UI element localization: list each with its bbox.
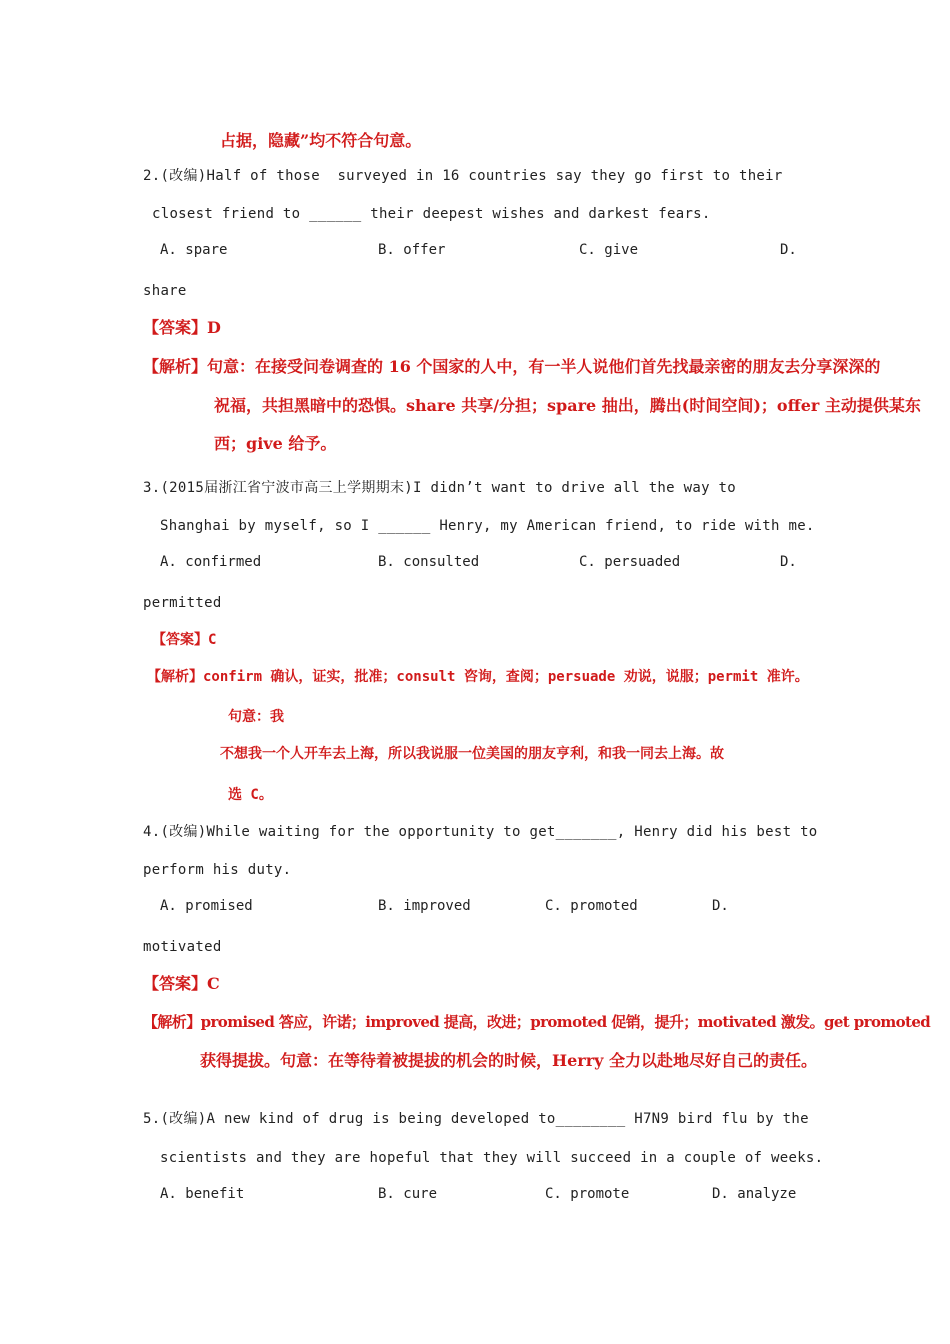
question-2-option-d: D. (780, 242, 797, 258)
question-4-option-c: C. promoted (545, 898, 638, 914)
question-5-option-b: B. cure (378, 1186, 438, 1202)
question-2-option-a: A. spare (160, 242, 228, 258)
question-4-option-b: B. improved (378, 898, 471, 914)
question-5-option-d: D. analyze (712, 1186, 797, 1202)
question-4-answer: 【答案】C (143, 974, 220, 993)
question-2-explanation-1: 【解析】句意：在接受问卷调查的 16 个国家的人中，有一半人说他们首先找最亲密的朋友去分享深深的 (143, 357, 881, 376)
previous-explanation-fragment: 占据，隐藏”均不符合句意。 (220, 131, 422, 150)
question-3-option-c: C. persuaded (579, 554, 681, 570)
question-4-explanation-1: 【解析】promised 答应，许诺；improved 提高，改进；promoted 促销，提升；motivated 激发。get promoted (143, 1013, 931, 1031)
question-3-option-b: B. consulted (378, 554, 480, 570)
question-3-option-a: A. confirmed (160, 554, 262, 570)
question-3-explanation-2: 句意：我 (228, 709, 284, 725)
question-4-explanation-2: 获得提拔。句意：在等待着被提拔的机会的时候，Herry 全力以赴地尽好自己的责任。 (200, 1051, 818, 1070)
question-4-line-2: perform his duty. (143, 862, 292, 878)
question-3-answer: 【答案】C (152, 632, 217, 648)
question-2-explanation-3: 西；give 给予。 (214, 434, 337, 453)
question-3-line-1: 3.(2015届浙江省宁波市高三上学期期末)I didn’t want to drive all the way to (143, 480, 736, 496)
question-2-line-1: 2.(改编)Half of those surveyed in 16 countries say they go first to their (143, 168, 783, 184)
question-4-line-1: 4.(改编)While waiting for the opportunity to get_______, Henry did his best to (143, 824, 818, 840)
question-5-option-c: C. promote (545, 1186, 630, 1202)
question-4-option-d: D. (712, 898, 729, 914)
question-2-option-b: B. offer (378, 242, 446, 258)
question-4-option-d-text: motivated (143, 939, 222, 955)
question-2-option-c: C. give (579, 242, 639, 258)
question-3-option-d: D. (780, 554, 797, 570)
question-2-answer: 【答案】D (143, 318, 221, 337)
question-3-option-d-text: permitted (143, 595, 222, 611)
question-2-explanation-2: 祝福，共担黑暗中的恐惧。share 共享/分担；spare 抽出，腾出(时间空间)；offer 主动提供某东 (214, 396, 921, 415)
question-3-explanation-4: 选 C。 (228, 787, 273, 803)
question-5-line-1: 5.(改编)A new kind of drug is being developed to________ H7N9 bird flu by the (143, 1111, 809, 1127)
question-3-explanation-1: 【解析】confirm 确认，证实，批准；consult 咨询，查阅；persuade 劝说，说服；permit 准许。 (147, 669, 809, 685)
question-3-explanation-3: 不想我一个人开车去上海，所以我说服一位美国的朋友亨利，和我一同去上海。故 (220, 746, 724, 762)
question-2-option-d-text: share (143, 283, 187, 299)
question-5-option-a: A. benefit (160, 1186, 245, 1202)
question-2-line-2: closest friend to ______ their deepest wishes and darkest fears. (152, 206, 711, 222)
question-3-line-2: Shanghai by myself, so I ______ Henry, my American friend, to ride with me. (160, 518, 815, 534)
question-5-line-2: scientists and they are hopeful that they will succeed in a couple of weeks. (160, 1150, 824, 1166)
question-4-option-a: A. promised (160, 898, 253, 914)
